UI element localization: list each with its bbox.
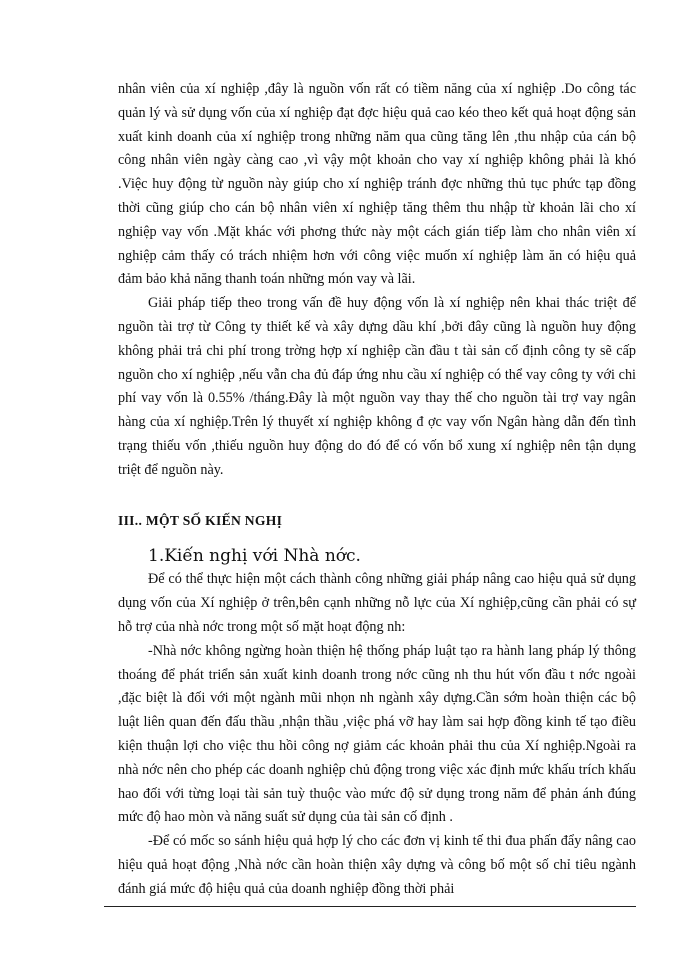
paragraph-legal-framework: -Nhà nớc không ngừng hoàn thiện hệ thống pháp luật tạo ra hành lang pháp lý thông thoáng để phát triển sản xuất kinh doanh trong nớc cũng nh thu hút vốn đầu t nớc ngoài ,đặc biệt là đối với một ngành mũi nhọn nh ngành xây dựng.Cần sớm hoàn thiện các bộ luật liên quan đến đấu thầu ,nhận thầu ,việc phá vỡ hay làm sai hợp đồng kinh tế tạo điều kiện thuận lợi cho việc thu hồi công nợ giảm các khoản phải thu của Xí nghiệp.Ngoài ra nhà nớc nên cho phép các doanh nghiệp chủ động trong việc xác định mức khấu trích khấu hao đối với từng loại tài sản tuỳ thuộc vào mức độ sử dụng trong năm để phản ánh đúng mức độ hao mòn và năng suất sử dụng của tài sản cố định . xyxy=(118,642,636,826)
paragraph-state-support: Để có thể thực hiện một cách thành công những giải pháp nâng cao hiệu quả sử dụng dụng vốn của Xí nghiệp ở trên,bên cạnh những nỗ lực của Xí nghiệp,cũng cần phải có sự hỗ trợ của nhà nớc trong một số mặt hoạt động nh: xyxy=(118,571,636,635)
sub-heading: 1.Kiến nghị với Nhà nớc. xyxy=(148,546,361,567)
section-heading: III.. MỘT SỐ KIẾN NGHỊ xyxy=(118,512,283,528)
paragraph-benchmarks: -Để có mốc so sánh hiệu quả hợp lý cho các đơn vị kinh tế thi đua phấn đẩy nâng cao hiệu quả hoạt động ,Nhà nớc cần hoàn thiện xây dựng và công bố một số chỉ tiêu ngành đánh giá mức độ hiệu quả của doanh nghiệp đồng thời phải xyxy=(118,833,636,897)
paragraph-company-funding: Giải pháp tiếp theo trong vấn đề huy động vốn là xí nghiệp nên khai thác triệt để nguồn tài trợ từ Công ty thiết kế và xây dựng dầu khí ,bởi đây cũng là nguồn huy động không phải trả chi phí trong trờng hợp xí nghiệp cần đầu t tài sản cố định công ty sẽ cấp nguồn cho xí nghiệp ,nếu vẫn cha đủ đáp ứng nhu cầu xí nghiệp có thể vay công ty với chi phí vay vốn là 0.55% /tháng.Đây là một nguồn vay thay thế cho nguồn tài trợ vay ngân hàng của xí nghiệp.Trên lý thuyết xí nghiệp không đ ợc vay vốn Ngân hàng dẫn đến tình trạng thiếu vốn ,thiếu nguồn huy động do đó để có vốn bổ xung xí nghiệp nên tận dụng triệt để nguồn này. xyxy=(118,295,636,478)
document-body xyxy=(118,78,636,902)
paragraph-staff-loans: nhân viên của xí nghiệp ,đây là nguồn vốn rất có tiềm năng của xí nghiệp .Do công tác quản lý và sử dụng vốn của xí nghiệp đạt đợc hiệu quả cao kéo theo kết quả hoạt động sản xuất kinh doanh của xí nghiệp trong những năm qua cũng tăng lên ,thu nhập của cán bộ công nhân viên ngày càng cao ,vì vậy một khoản cho vay xí nghiệp không phải là khó .Việc huy động từ nguồn này giúp cho xí nghiệp tránh đợc những thủ tục phức tạp đồng thời cũng giúp cho cán bộ nhân viên xí nghiệp tăng thêm thu nhập từ khoản lãi cho xí nghiệp vay vốn .Mặt khác với phơng thức này một cách gián tiếp làm cho nhân viên xí nghiệp cảm thấy có trách nhiệm hơn với công việc muốn xí nghiệp làm ăn có hiệu quả đảm bảo khả năng thanh toán những món vay và lãi. xyxy=(118,81,636,288)
footer-rule xyxy=(104,906,636,907)
